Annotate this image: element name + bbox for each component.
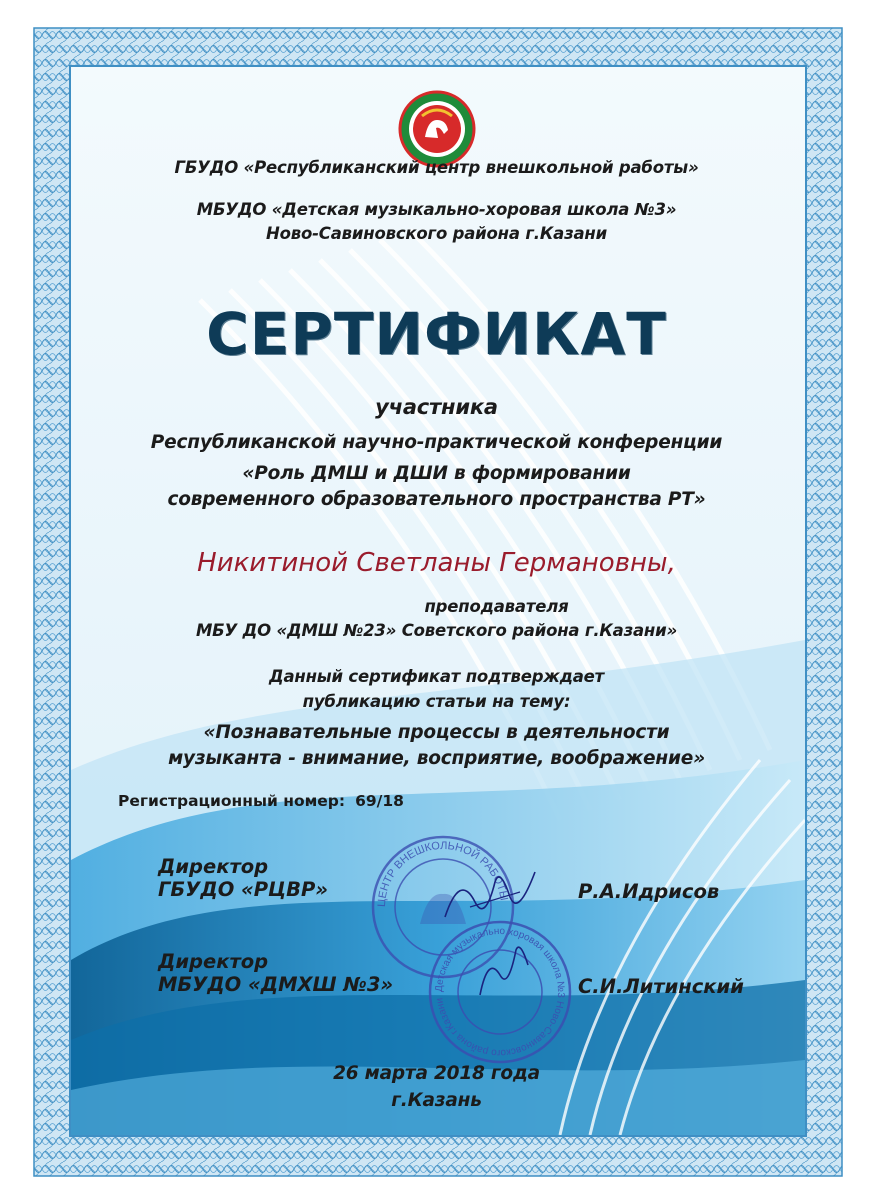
- registration-label: Регистрационный номер:: [118, 792, 346, 810]
- issue-date: 26 марта 2018 года: [333, 1063, 540, 1084]
- signatory-2-name: С.И.Литинский: [578, 975, 744, 998]
- recipient-organization: МБУ ДО «ДМШ №23» Советского района г.Казани»: [195, 621, 678, 640]
- certificate-title: СЕРТИФИКАТ: [206, 300, 667, 368]
- signatory-1-role: Директор: [158, 855, 269, 878]
- conference-line-1: Республиканской научно-практической конференции: [150, 432, 723, 453]
- stamp-2-text: Детская музыкально хоровая школа №3 Ново-Савиновского района г.Казани: [433, 925, 567, 1059]
- signatory-2-block: [158, 950, 393, 996]
- topic-line-2: музыканта - внимание, восприятие, воображение»: [168, 748, 705, 769]
- issue-city: г.Казань: [391, 1090, 482, 1111]
- topic-line-1: «Познавательные процессы в деятельности: [203, 722, 670, 743]
- certificate-subtitle: участника: [375, 395, 498, 419]
- statement-line-1: Данный сертификат подтверждает: [268, 667, 605, 686]
- registration-number: [118, 792, 414, 810]
- signatory-1-org: ГБУДО «РЦВР»: [158, 878, 328, 901]
- handwritten-signature-icon: [470, 935, 540, 1005]
- signatory-1-name: Р.А.Идрисов: [578, 880, 720, 903]
- signatory-2-role: Директор: [158, 950, 269, 973]
- recipient-position: преподавателя: [424, 597, 569, 616]
- conference-line-3: современного образовательного пространства РТ»: [167, 489, 706, 510]
- handwritten-signature-icon: [440, 862, 540, 932]
- signatory-1-block: [158, 855, 328, 901]
- conference-line-2: «Роль ДМШ и ДШИ в формировании: [242, 463, 631, 484]
- stamp-1-text: ЦЕНТР ВНЕШКОЛЬНОЙ РАБОТЫ: [375, 839, 510, 908]
- header-line-2: МБУДО «Детская музыкально-хоровая школа №3»: [196, 200, 677, 219]
- signatory-2-org: МБУДО «ДМХШ №3»: [158, 973, 394, 996]
- registration-value: 69/18: [355, 792, 404, 810]
- header-line-3: Ново-Савиновского района г.Казани: [266, 224, 607, 243]
- recipient-name: Никитиной Светланы Германовны,: [197, 548, 676, 578]
- header-line-1: ГБУДО «Республиканский центр внешкольной работы»: [174, 158, 699, 177]
- statement-line-2: публикацию статьи на тему:: [302, 692, 571, 711]
